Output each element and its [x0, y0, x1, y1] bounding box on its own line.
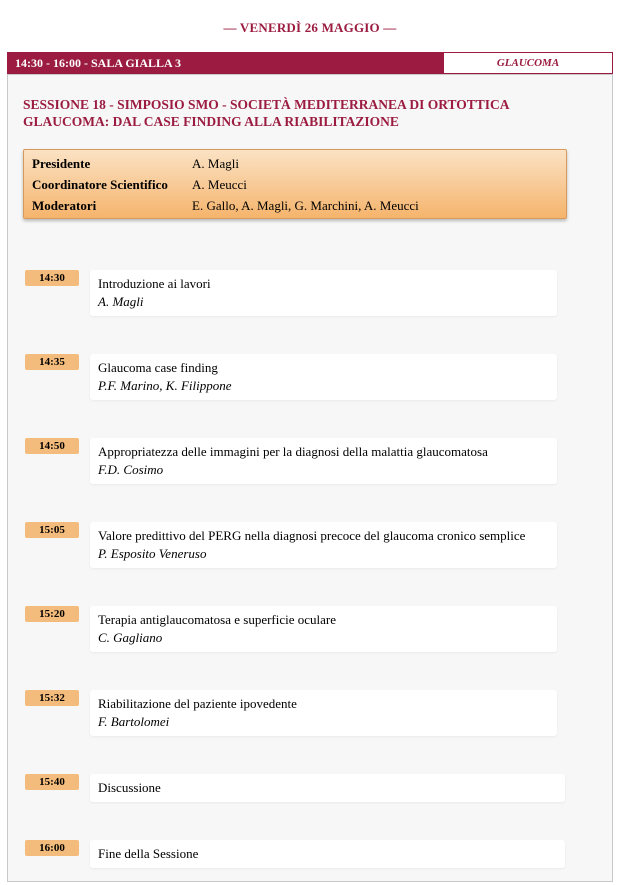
talk-title: Terapia antiglaucomatosa e superficie oculare [98, 612, 337, 627]
talk-title: Appropriatezza delle immagini per la diagnosi della malattia glaucomatosa [98, 444, 488, 459]
talk-authors: P.F. Marino, K. Filippone [98, 378, 232, 393]
role-label: Presidente [32, 156, 91, 171]
talk-time: 15:40 [25, 774, 79, 790]
session-title-line-1: SESSIONE 18 - SIMPOSIO SMO - SOCIETÀ MEDITERRANEA DI ORTOTTICA [23, 97, 510, 112]
talk-authors: A. Magli [98, 294, 144, 309]
talk-title: Riabilitazione del paziente ipovedente [98, 696, 297, 711]
role-row-presidente [32, 155, 239, 173]
talk-card [90, 690, 557, 736]
role-value: A. Meucci [192, 177, 247, 192]
talk-time: 16:00 [25, 840, 79, 856]
talk-card [90, 774, 565, 802]
talk-time: 15:32 [25, 690, 79, 706]
talk-authors: F.D. Cosimo [98, 462, 164, 477]
talk-title: Glaucoma case finding [98, 360, 218, 375]
session-title-line-2: GLAUCOMA: DAL CASE FINDING ALLA RIABILITAZIONE [23, 114, 399, 129]
session-title [23, 96, 583, 130]
role-value: E. Gallo, A. Magli, G. Marchini, A. Meucci [192, 198, 419, 213]
session-time-room: 14:30 - 16:00 - SALA GIALLA 3 [7, 52, 443, 74]
role-value: A. Magli [192, 156, 239, 171]
talk-card [90, 606, 557, 652]
talk-time: 14:50 [25, 438, 79, 454]
session-bar [7, 52, 613, 74]
day-header: — VENERDÌ 26 MAGGIO — [223, 20, 397, 35]
talk-authors: P. Esposito Veneruso [98, 546, 207, 561]
talk-title: Valore predittivo del PERG nella diagnosi precoce del glaucoma cronico semplice [98, 528, 526, 543]
talk-time: 14:30 [25, 270, 79, 286]
talk-card [90, 840, 565, 868]
talk-time: 14:35 [25, 354, 79, 370]
role-row-coordinatore [32, 176, 247, 194]
talk-time: 15:20 [25, 606, 79, 622]
talk-card [90, 522, 557, 568]
talk-card [90, 354, 557, 400]
talk-title: Discussione [98, 780, 161, 795]
session-topic: GLAUCOMA [443, 52, 613, 74]
roles-box [23, 149, 567, 219]
talk-card [90, 270, 557, 316]
talk-authors: F. Bartolomei [98, 714, 170, 729]
talk-title: Fine della Sessione [98, 846, 199, 861]
role-label: Moderatori [32, 198, 97, 213]
role-label: Coordinatore Scientifico [32, 177, 168, 192]
talk-time: 15:05 [25, 522, 79, 538]
role-row-moderatori [32, 197, 419, 215]
talk-card [90, 438, 557, 484]
talk-authors: C. Gagliano [98, 630, 163, 645]
talk-title: Introduzione ai lavori [98, 276, 211, 291]
